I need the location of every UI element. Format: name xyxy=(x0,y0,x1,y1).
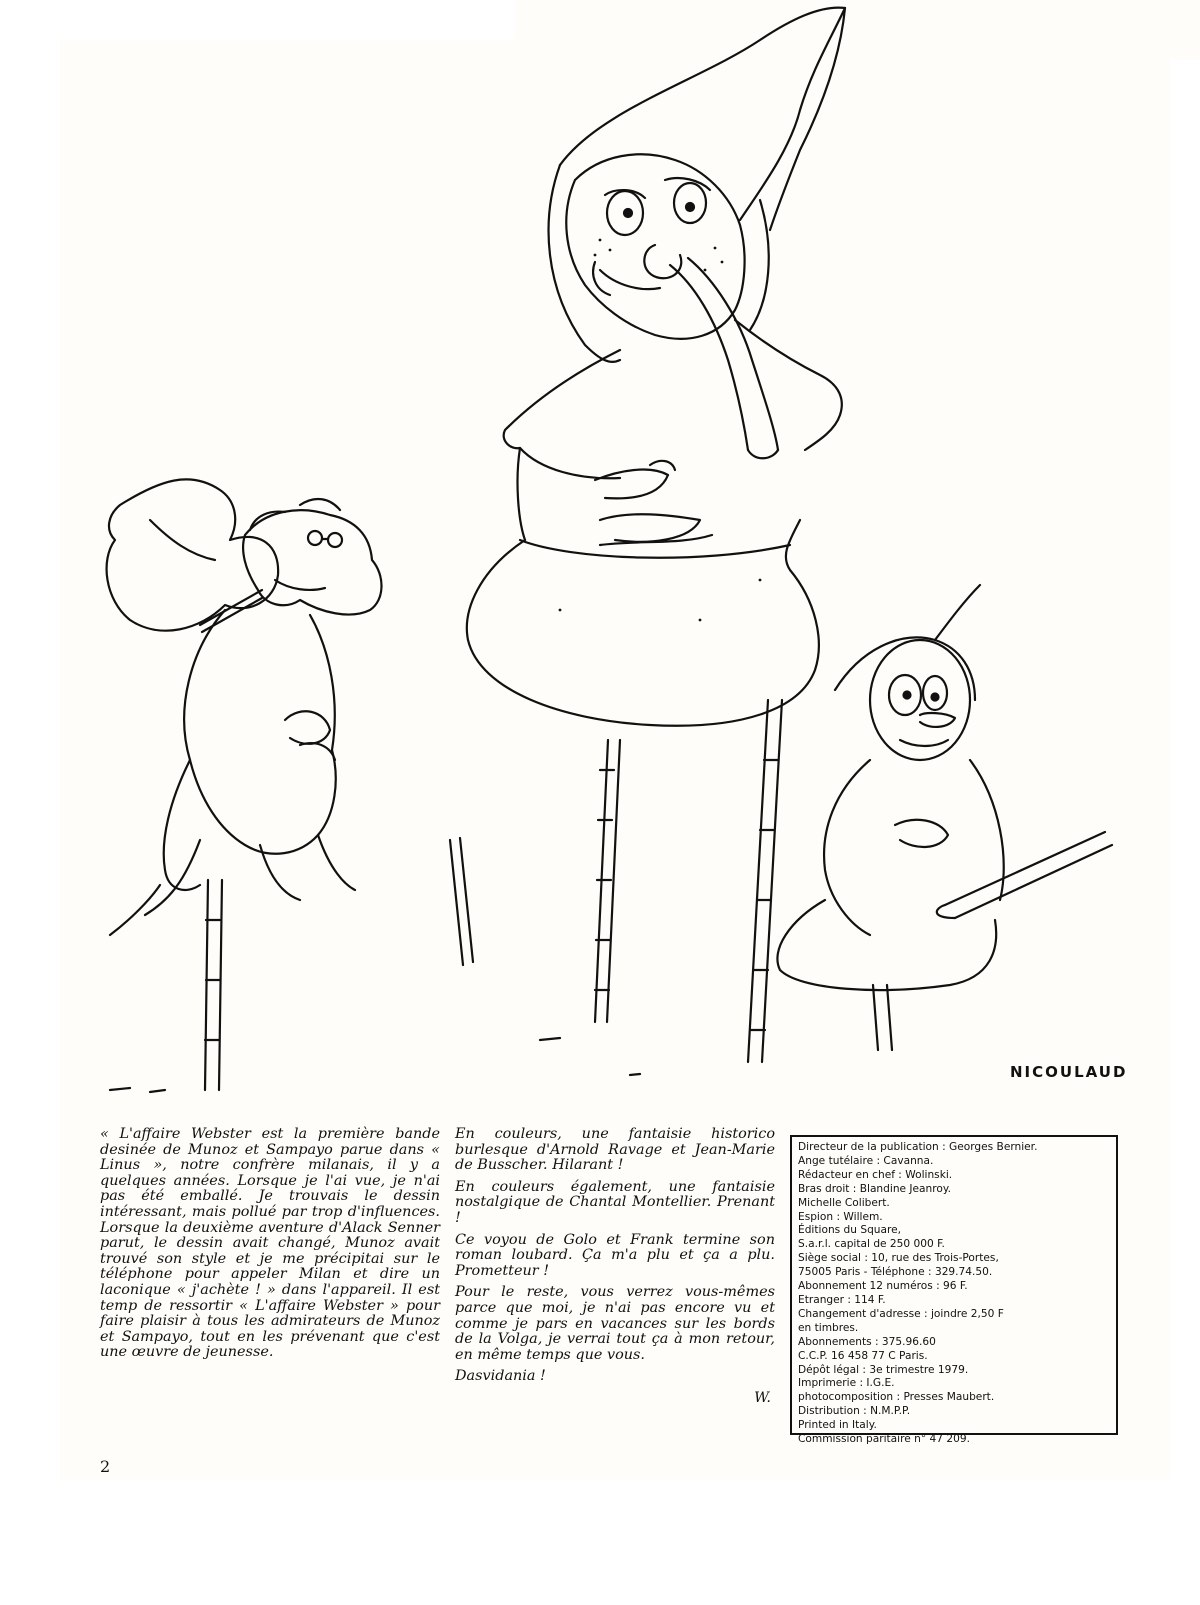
masthead-line: photocomposition : Presses Maubert. xyxy=(798,1391,995,1404)
masthead-line: Éditions du Square, xyxy=(798,1224,902,1237)
masthead-line: S.a.r.l. capital de 250 000 F. xyxy=(798,1238,945,1251)
article-paragraph: Dasvidania ! xyxy=(455,1368,546,1385)
masthead-line: Distribution : N.M.P.P. xyxy=(798,1405,911,1418)
masthead-line: Dépôt légal : 3e trimestre 1979. xyxy=(798,1363,969,1376)
masthead-line: Abonnements : 375.96.60 xyxy=(798,1335,936,1348)
article-paragraph: En couleurs également, une fantaisie nostalgique de Chantal Montellier. Prenant ! xyxy=(455,1178,775,1226)
article-column-1 xyxy=(100,1127,440,1367)
article-paragraph: Pour le reste, vous verrez vous-mêmes parce que moi, je n'ai pas encore vu et comme je pars en vacances sur les bords de la Volga, je verrai tout ça à mon retour, en même temps que vous. xyxy=(455,1284,775,1363)
masthead-line: Michelle Colibert. xyxy=(798,1196,890,1209)
masthead-line: 75005 Paris - Téléphone : 329.74.50. xyxy=(798,1266,993,1279)
author-signoff: W. xyxy=(754,1389,771,1406)
article-paragraph: Ce voyou de Golo et Frank termine son roman loubard. Ça m'a plu et ça a plu. Prometteur ! xyxy=(455,1231,775,1279)
masthead-line: Espion : Willem. xyxy=(798,1210,883,1223)
cartoon-illustration xyxy=(60,0,1170,1130)
masthead-line: Etranger : 114 F. xyxy=(798,1293,886,1306)
masthead-line: Directeur de la publication : Georges Bernier. xyxy=(798,1141,1038,1153)
small-hooded-figure xyxy=(777,585,1112,1050)
masthead-line: Commission paritaire n° 47 209. xyxy=(798,1433,970,1446)
masthead-line: C.C.P. 16 458 77 C Paris. xyxy=(798,1349,928,1362)
winged-figure xyxy=(107,479,382,1090)
page-number: 2 xyxy=(100,1457,111,1476)
artist-signature: NICOULAUD xyxy=(1010,1063,1128,1081)
article-paragraph: En couleurs, une fantaisie historico burlesque d'Arnold Ravage et Jean-Marie de Busscher. Hilarant ! xyxy=(455,1126,775,1174)
article-column-2 xyxy=(455,1127,775,1413)
masthead-line: en timbres. xyxy=(798,1321,859,1334)
masthead-line: Rédacteur en chef : Wolinski. xyxy=(798,1168,953,1181)
masthead-line: Ange tutélaire : Cavanna. xyxy=(798,1154,934,1167)
big-hooded-figure xyxy=(467,8,845,1062)
masthead-line: Changement d'adresse : joindre 2,50 F xyxy=(798,1307,1004,1320)
article-paragraph: « L'affaire Webster est la première bande desinée de Munoz et Sampayo parue dans « Linus », notre confrère milanais, il y a quelques années. Lorsque je l'ai vue, je n'ai pas été emballé. Je trouvais le dessin intéressant, mais pollué par trop d'influences. Lorsque la deuxième aventure d'Alack Senner parut, le dessin avait changé, Munoz avait trouvé son style et je me précipitai sur le téléphone pour appeler Milan et dire un laconique « j'achète ! » dans l'appareil. Il est temp de ressortir « L'affaire Webster » pour faire plaisir à tous les admirateurs de Munoz et Sampayo, tout en les prévenant que c'est une œuvre de jeunesse. xyxy=(100,1126,440,1361)
masthead-line: Abonnement 12 numéros : 96 F. xyxy=(798,1280,968,1293)
masthead-box xyxy=(790,1135,1118,1446)
masthead-line: Imprimerie : I.G.E. xyxy=(798,1377,895,1390)
masthead-line: Printed in Italy. xyxy=(798,1419,877,1432)
masthead-line: Bras droit : Blandine Jeanroy. xyxy=(798,1182,951,1195)
masthead-line: Siège social : 10, rue des Trois-Portes, xyxy=(798,1252,999,1265)
